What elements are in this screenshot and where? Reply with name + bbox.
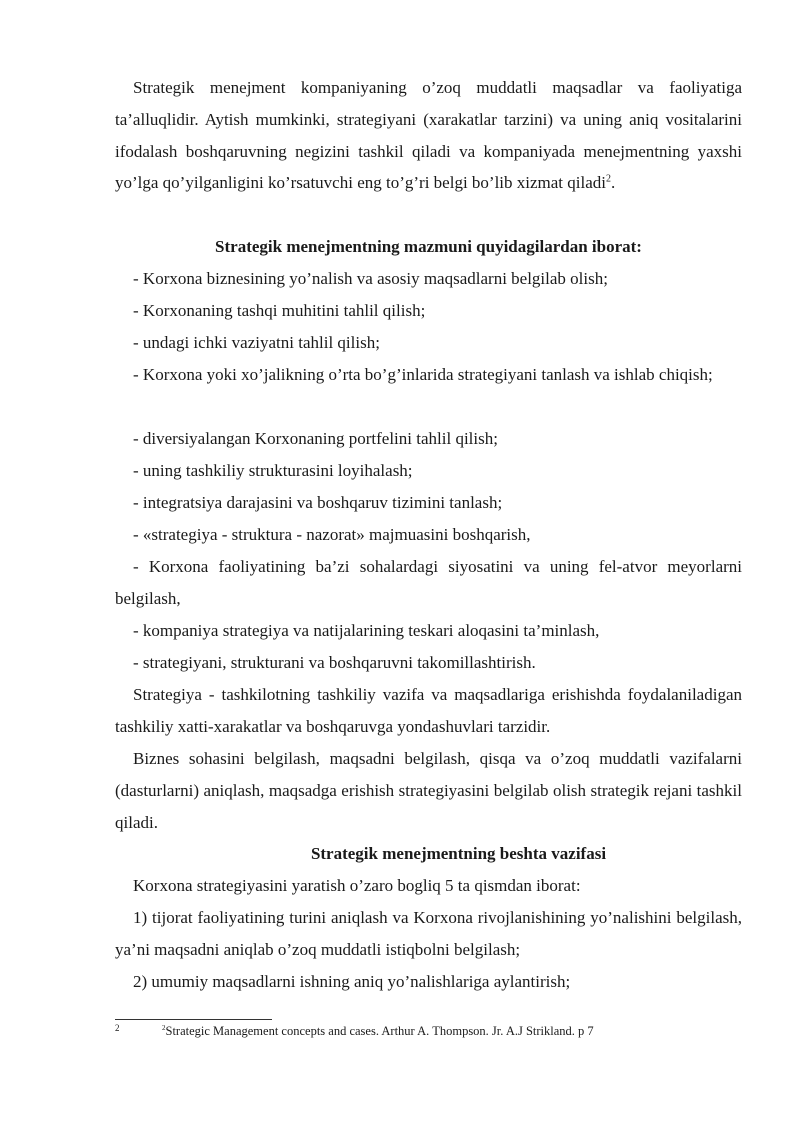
list-item: - Korxona yoki xo’jalikning o’rta bo’g’inlarida strategiyani tanlash va ishlab chiqish; xyxy=(133,365,713,384)
footnote-text: $^2$Strategic Management concepts and cases. Arthur A. Thompson. Jr. A.J Strikland. p 7 xyxy=(162,1023,594,1038)
list-item: - Korxonaning tashqi muhitini tahlil qilish; xyxy=(133,301,426,320)
strategy-definition-paragraph: Strategiya - tashkilotning tashkiliy vazifa va maqsadlariga erishishda foydalaniladigan tashkiliy xatti-xarakatlar va boshqaruvga yondashuvlari tarzidir. xyxy=(115,685,742,736)
list-item: - Korxona faoliyatining ba’zi sohalardagi siyosatini va uning fel-atvor meyorlarni belgilash, xyxy=(115,557,742,608)
list-item: - strategiyani, strukturani va boshqaruvni takomillashtirish. xyxy=(133,653,536,672)
numbered-item: 2) umumiy maqsadlarni ishning aniq yo’nalishlariga aylantirish; xyxy=(133,972,571,991)
list-item: - «strategiya - struktura - nazorat» majmuasini boshqarish, xyxy=(133,525,531,544)
footnote-text-mark: 2 xyxy=(162,1023,166,1032)
list-item: - undagi ichki vaziyatni tahlil qilish; xyxy=(133,333,380,352)
numbered-item: 1) tijorat faoliyatining turini aniqlash va Korxona rivojlanishining yo’nalishini belgilash, ya’ni maqsadni aniqlab o’zoq muddatli istiqbolni belgilash; xyxy=(115,908,742,959)
intro-paragraph: Strategik menejment kompaniyaning o’zoq muddatli maqsadlar va faoliyatiga ta’alluqlidir. Aytish mumkinki, strategiyani (xarakatlar tarzini) va uning aniq vositalarini ifodalash boshqaruvning negizini tashkil qiladi va kompaniyada menejmentning yaxshi yo’lga qo’yilganligini ko’rsatuvchi eng to’g’ri belgi bo’lib xizmat qiladi$^2$. xyxy=(115,78,742,193)
list-item: - kompaniya strategiya va natijalarining teskari aloqasini ta’minlash, xyxy=(133,621,600,640)
footnote-number: 2 xyxy=(115,1023,120,1033)
footnote-separator xyxy=(115,1019,272,1020)
list-item: - diversiyalangan Korxonaning portfelini tahlil qilish; xyxy=(133,429,498,448)
business-paragraph: Biznes sohasini belgilash, maqsadni belgilash, qisqa va o’zoq muddatli vazifalarni (dasturlarni) aniqlash, maqsadga erishish strategiyasini belgilab olish strategik rejani tashkil qiladi. xyxy=(115,749,742,832)
section-heading-content: Strategik menejmentning mazmuni quyidagilardan iborat: xyxy=(215,237,642,256)
list-item: - integratsiya darajasini va boshqaruv tizimini tanlash; xyxy=(133,493,503,512)
footnote-reference[interactable]: 2 xyxy=(606,173,611,185)
list-item: - Korxona biznesining yo’nalish va asosiy maqsadlarni belgilab olish; xyxy=(133,269,608,288)
section-heading-five-tasks: Strategik menejmentning beshta vazifasi xyxy=(310,844,607,863)
list-item: - uning tashkiliy strukturasini loyihalash; xyxy=(133,461,413,480)
five-parts-paragraph: Korxona strategiyasini yaratish o’zaro bogliq 5 ta qismdan iborat: xyxy=(133,876,581,895)
